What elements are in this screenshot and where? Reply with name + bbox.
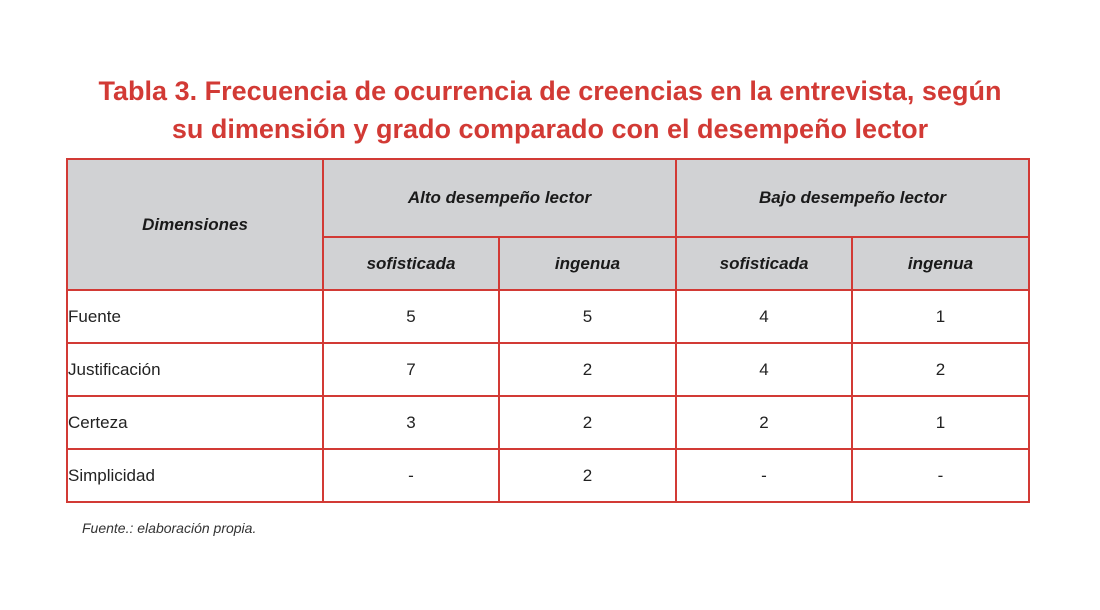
table-cell: - bbox=[676, 449, 852, 502]
table-cell: 4 bbox=[676, 343, 852, 396]
table-cell: 2 bbox=[499, 449, 676, 502]
subheader-alto-sofisticada: sofisticada bbox=[323, 237, 499, 290]
table-cell: 7 bbox=[323, 343, 499, 396]
group-header-bajo: Bajo desempeño lector bbox=[676, 159, 1029, 237]
header-row-groups bbox=[67, 159, 1029, 237]
table-cell: 5 bbox=[323, 290, 499, 343]
table-cell: 3 bbox=[323, 396, 499, 449]
table-cell: 2 bbox=[499, 396, 676, 449]
data-table bbox=[66, 158, 1030, 503]
title-line-1: Tabla 3. Frecuencia de ocurrencia de creencias en la entrevista, según bbox=[98, 76, 1002, 106]
table-cell: 2 bbox=[676, 396, 852, 449]
row-label: Simplicidad bbox=[67, 449, 323, 502]
subheader-alto-ingenua: ingenua bbox=[499, 237, 676, 290]
table-cell: 1 bbox=[852, 290, 1029, 343]
title-line-2: su dimensión y grado comparado con el desempeño lector bbox=[171, 114, 929, 144]
row-label: Fuente bbox=[67, 290, 323, 343]
subheader-bajo-sofisticada: sofisticada bbox=[676, 237, 852, 290]
source-note: Fuente.: elaboración propia. bbox=[82, 520, 257, 536]
table-row bbox=[67, 449, 1029, 502]
table-row bbox=[67, 290, 1029, 343]
table-title bbox=[0, 72, 1100, 148]
table-cell: 2 bbox=[852, 343, 1029, 396]
dimensions-header: Dimensiones bbox=[67, 159, 323, 290]
table-row bbox=[67, 343, 1029, 396]
table-cell: - bbox=[852, 449, 1029, 502]
subheader-bajo-ingenua: ingenua bbox=[852, 237, 1029, 290]
table-cell: 2 bbox=[499, 343, 676, 396]
table-cell: 1 bbox=[852, 396, 1029, 449]
table-cell: 4 bbox=[676, 290, 852, 343]
table-cell: - bbox=[323, 449, 499, 502]
table-cell: 5 bbox=[499, 290, 676, 343]
group-header-alto: Alto desempeño lector bbox=[323, 159, 676, 237]
row-label: Justificación bbox=[67, 343, 323, 396]
row-label: Certeza bbox=[67, 396, 323, 449]
table-row bbox=[67, 396, 1029, 449]
